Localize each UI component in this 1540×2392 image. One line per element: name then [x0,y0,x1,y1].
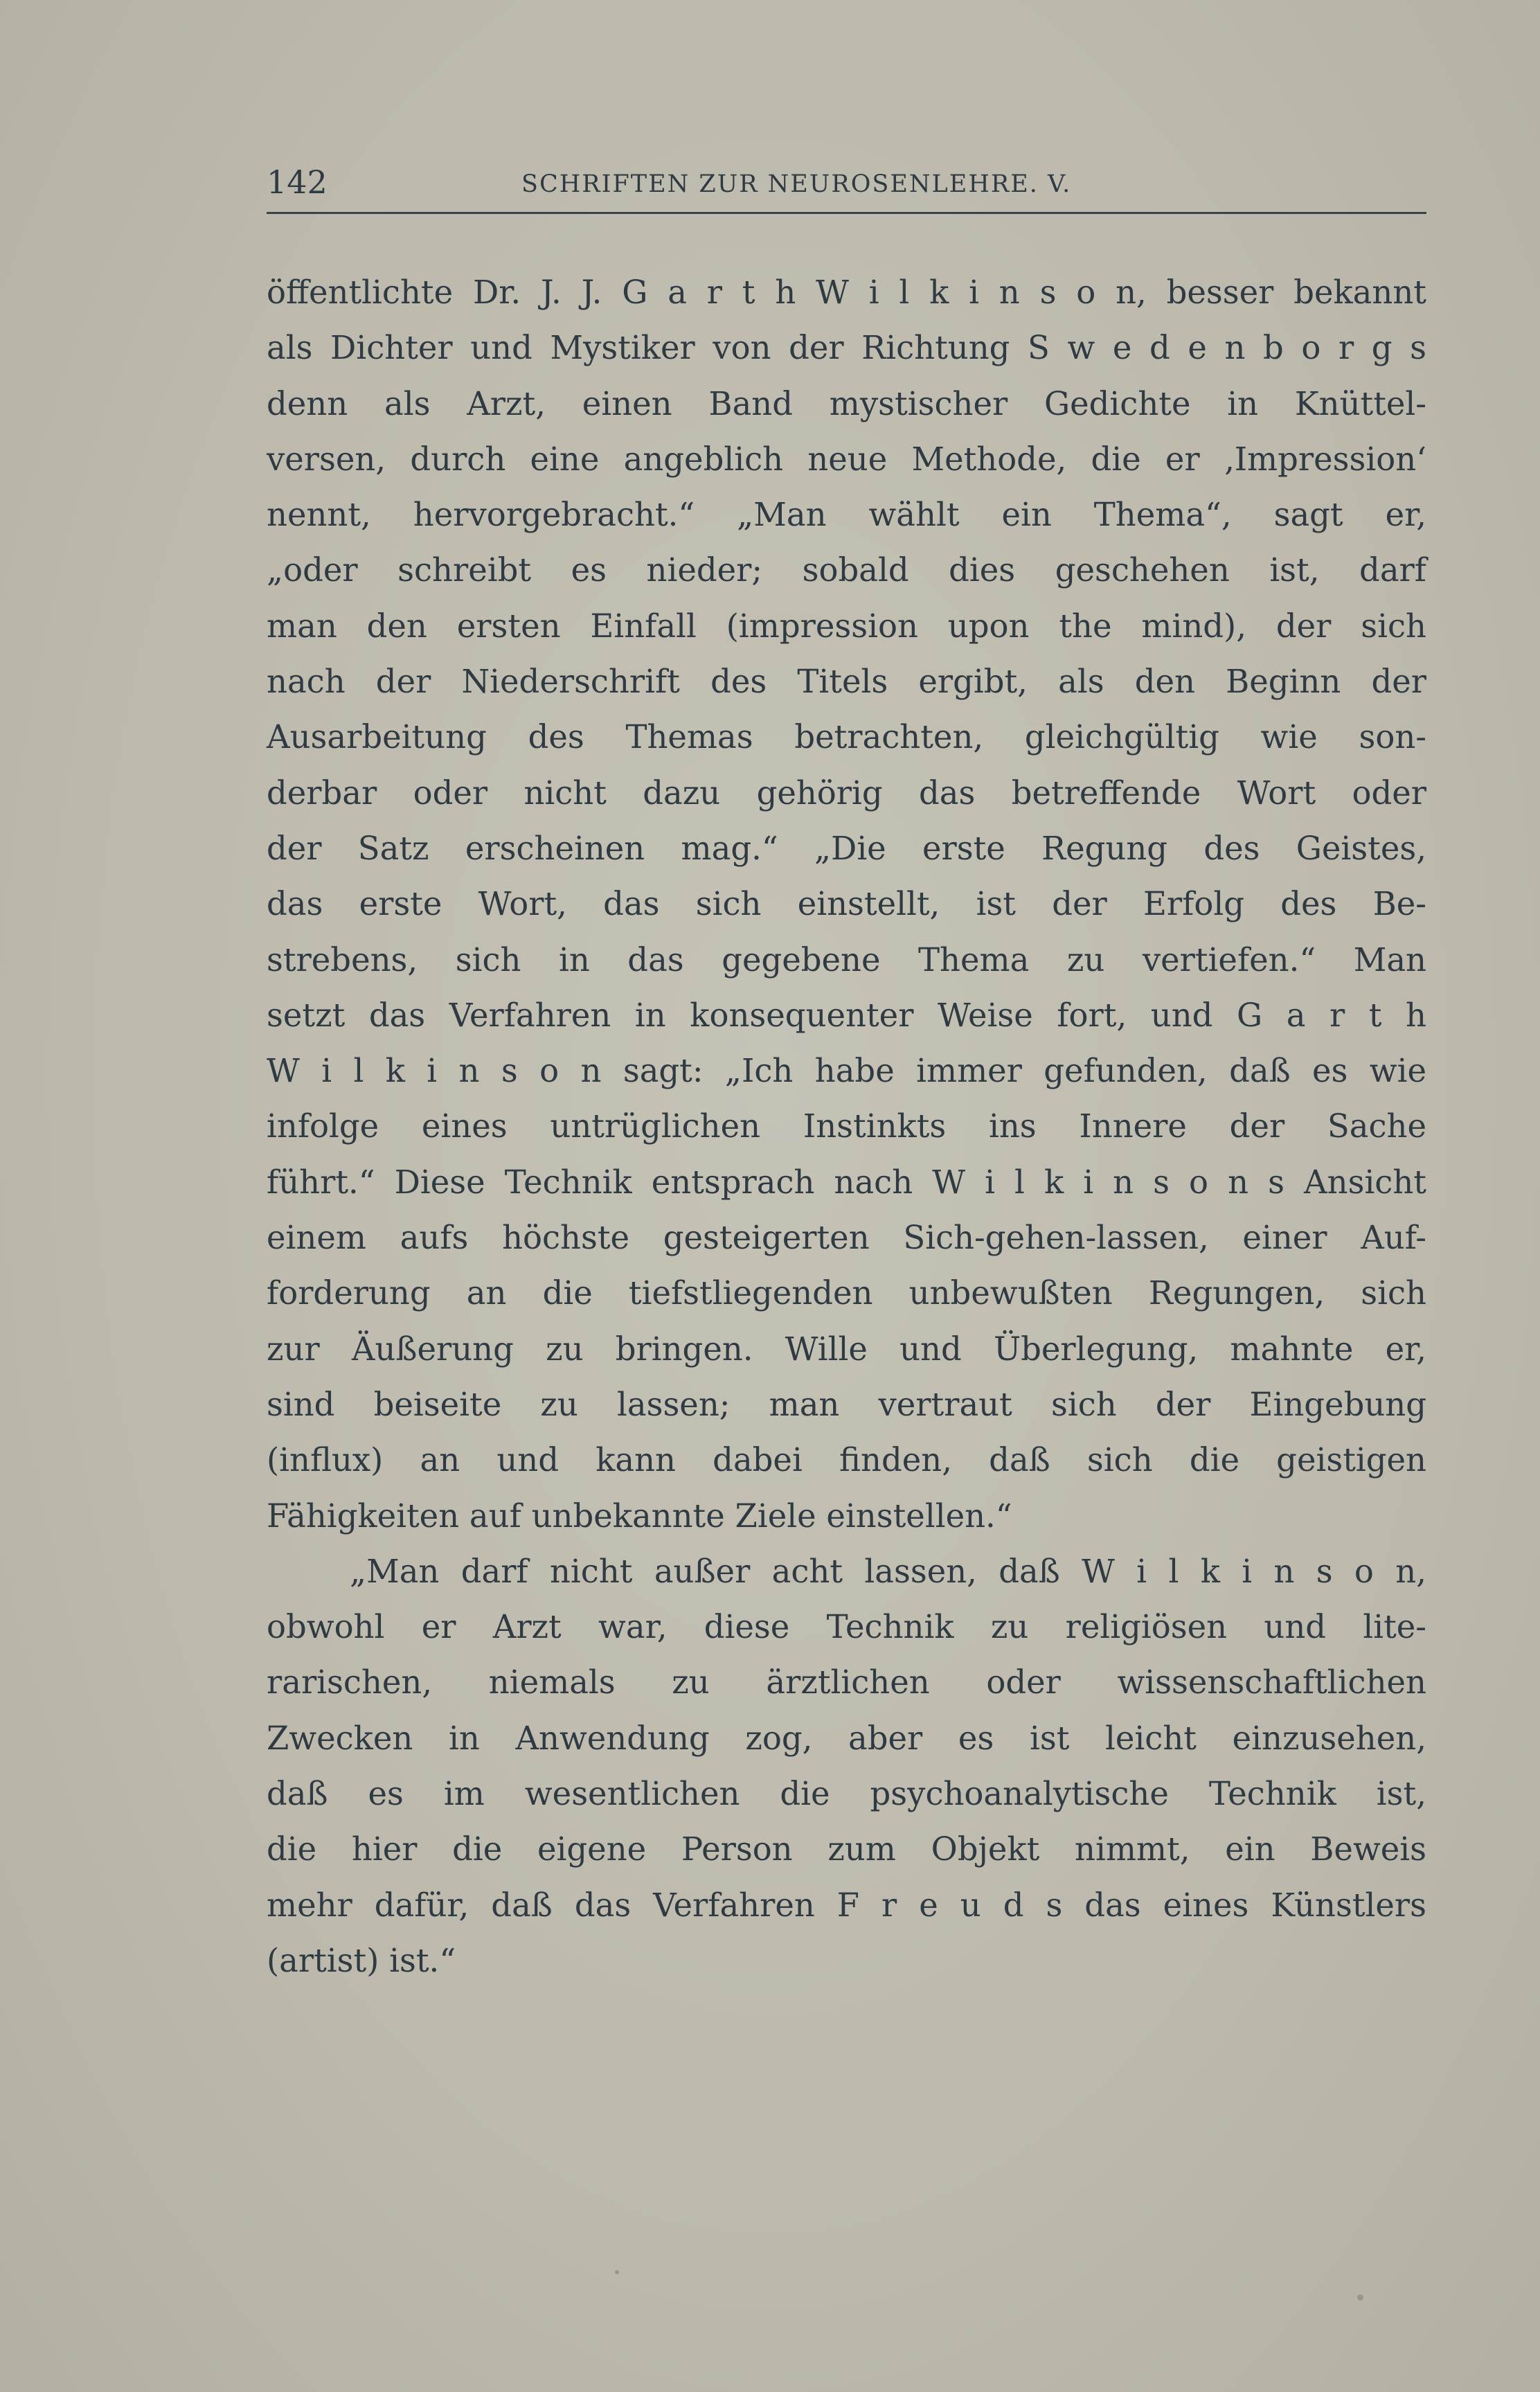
text-line: nach der Niederschrift des Titels ergibt, als den Beginn der [267,663,1426,701]
paragraph [267,265,1426,1544]
text-line: obwohl er Arzt war, diese Technik zu religiösen und lite- [267,1608,1426,1646]
page-header [267,161,1426,209]
text-line: öffentlichte Dr. J. J. G a r t h W i l k i n s o n, besser bekannt [267,274,1426,311]
body-text [267,265,1426,1988]
text-line: nennt, hervorgebracht.“ „Man wählt ein Thema“, sagt er, [267,496,1426,534]
text-line: strebens, sich in das gegebene Thema zu vertiefen.“ Man [267,940,1426,979]
text-line: Ausarbeitung des Themas betrachten, gleichgültig wie son- [267,718,1426,756]
text-line: Zwecken in Anwendung zog, aber es ist leicht einzusehen, [267,1719,1426,1757]
text-line: als Dichter und Mystiker von der Richtung S w e d e n b o r g s [267,329,1426,367]
text-line: setzt das Verfahren in konsequenter Weise fort, und G a r t h [267,996,1426,1034]
text-line: derbar oder nicht dazu gehörig das betreffende Wort oder [267,774,1426,812]
text-line: man den ersten Einfall (impression upon the mind), der sich [267,607,1426,645]
text-line: forderung an die tiefstliegenden unbewußten Regungen, sich [267,1274,1426,1312]
text-line: (artist) ist.“ [267,1941,456,1979]
text-line: sind beiseite zu lassen; man vertraut sich der Eingebung [267,1385,1426,1423]
text-line: (influx) an und kann dabei finden, daß sich die geistigen [267,1441,1426,1479]
text-line: Fähigkeiten auf unbekannte Ziele einstellen.“ [267,1497,1012,1535]
text-line: „Man darf nicht außer acht lassen, daß W i l k i n s o n, [350,1552,1426,1590]
text-line: daß es im wesentlichen die psychoanalytische Technik ist, [267,1775,1426,1813]
text-line: zur Äußerung zu bringen. Wille und Überlegung, mahnte er, [267,1330,1426,1368]
paper-speck [1357,2294,1363,2301]
text-line: rarischen, niemals zu ärztlichen oder wissenschaftlichen [267,1663,1426,1702]
paragraph [267,1544,1426,1988]
running-head: SCHRIFTEN ZUR NEUROSENLEHRE. V. [521,170,1072,198]
header-rule [267,212,1426,214]
paper-speck [615,2270,619,2274]
text-line: das erste Wort, das sich einstellt, ist der Erfolg des Be- [267,885,1426,923]
text-line: die hier die eigene Person zum Objekt nimmt, ein Beweis [267,1830,1426,1868]
text-line: der Satz erscheinen mag.“ „Die erste Regung des Geistes, [267,829,1426,867]
page-number: 142 [267,163,328,201]
text-line: denn als Arzt, einen Band mystischer Gedichte in Knüttel- [267,384,1426,422]
text-line: infolge eines untrüglichen Instinkts ins Innere der Sache [267,1107,1426,1145]
text-line: versen, durch eine angeblich neue Methode, die er ‚Impression‘ [267,440,1426,478]
text-line: einem aufs höchste gesteigerten Sich-gehen-lassen, einer Auf- [267,1219,1426,1257]
text-line: führt.“ Diese Technik entsprach nach W i l k i n s o n s Ansicht [267,1163,1426,1201]
text-line: W i l k i n s o n sagt: „Ich habe immer gefunden, daß es wie [267,1052,1426,1090]
text-line: „oder schreibt es nieder; sobald dies geschehen ist, darf [267,551,1426,589]
text-line: mehr dafür, daß das Verfahren F r e u d s das eines Künstlers [267,1886,1426,1924]
